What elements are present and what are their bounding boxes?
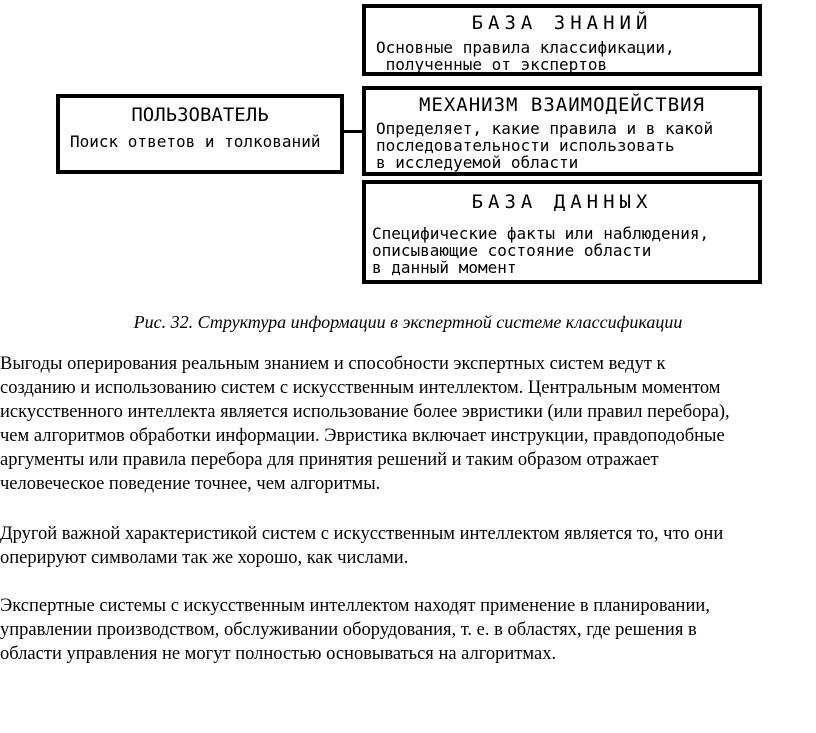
paragraph-2	[0, 522, 816, 570]
paragraph-text: Экспертные системы с искусственным интеллектом находят применение в планировании, управлении производством, обслуживании оборудования, т. е. в областях, где решения в области управления не могут полностью основываться на алгоритмах.	[0, 596, 710, 664]
paragraph-1	[0, 352, 816, 496]
user-box-title: ПОЛЬЗОВАТЕЛЬ	[131, 104, 269, 126]
figure-caption: Рис. 32. Структура информации в экспертной системе классификации	[133, 312, 683, 332]
database-box	[362, 180, 762, 284]
expert-system-diagram	[0, 0, 816, 300]
database-body: Специфические факты или наблюдения, описывающие состояние области в данный момент	[372, 224, 710, 277]
database-title: БАЗА ДАННЫХ	[471, 191, 653, 213]
inference-engine-title: МЕХАНИЗМ ВЗАИМОДЕЙСТВИЯ	[418, 94, 706, 116]
knowledge-base-title: БАЗА ЗНАНИЙ	[471, 12, 653, 34]
inference-engine-body: Определяет, какие правила и в какой последовательности использовать в исследуемой области	[376, 119, 714, 172]
paragraph-3	[0, 594, 816, 666]
paragraph-text: Другой важной характеристикой систем с искусственным интеллектом является то, что они оперируют символами так же хорошо, как числами.	[0, 524, 724, 568]
connector-line	[344, 130, 362, 133]
user-box	[56, 94, 344, 174]
knowledge-base-body: Основные правила классификации, полученные от экспертов	[376, 38, 675, 74]
knowledge-base-box	[362, 4, 762, 76]
inference-engine-box	[362, 86, 762, 176]
user-box-body: Поиск ответов и толкований	[70, 132, 321, 151]
paragraph-text: Выгоды оперирования реальным знанием и способности экспертных систем ведут к созданию и использованию систем с искусственным интеллектом. Центральным моментом искусственного интеллекта является использование более эвристики (или правил перебора), чем алгоритмов обработки информации. Эвристика включает инструкции, правдоподобные аргументы или правила перебора для принятия решений и таким образом отражает человеческое поведение точнее, чем алгоритмы.	[0, 354, 730, 494]
